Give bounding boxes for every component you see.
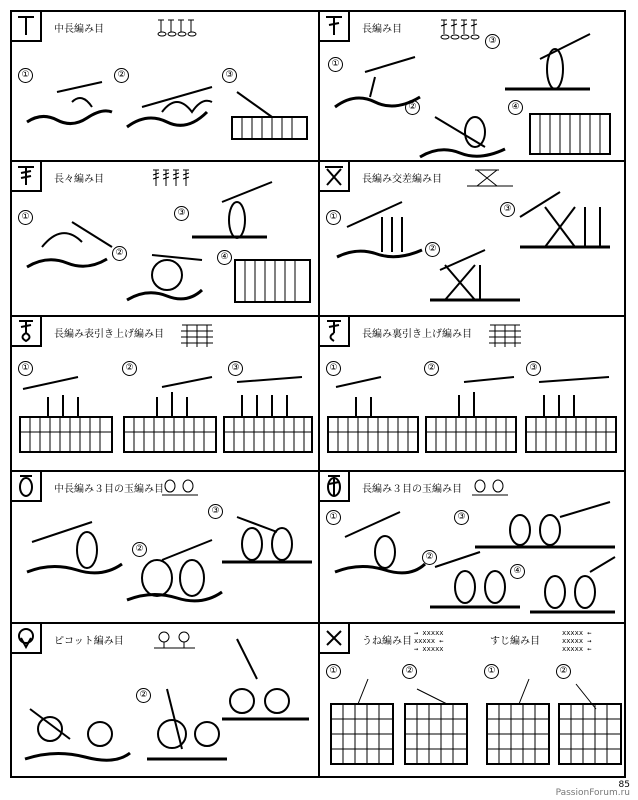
chart-symbol-icon (560, 627, 618, 655)
chart-symbol-icon (147, 168, 192, 193)
illustration (330, 512, 425, 577)
illustration (230, 250, 315, 308)
illustration (187, 182, 277, 242)
illustration (525, 104, 620, 159)
illustration (22, 217, 112, 272)
stitch-symbol-icon (12, 12, 42, 42)
step-number: ① (326, 510, 341, 525)
illustration (222, 377, 317, 457)
step-number: ① (484, 664, 499, 679)
illustration (515, 192, 615, 252)
section-title: 長編み目 (362, 24, 402, 35)
chart-symbol-icon (412, 627, 470, 655)
section-title: 長々編み目 (54, 174, 104, 185)
illustration (122, 377, 220, 457)
stitch-symbol-icon (12, 472, 42, 502)
illustration (424, 377, 520, 457)
step-number: ③ (526, 361, 541, 376)
step-number: ③ (500, 202, 515, 217)
illustration (425, 250, 525, 308)
chart-symbol-icon (465, 168, 515, 190)
illustration (122, 540, 222, 605)
step-number: ② (132, 542, 147, 557)
svg-text:xxxxx ←: xxxxx ← (414, 637, 444, 645)
stitch-symbol-icon (12, 624, 42, 654)
section-title: 長編み交差編み目 (362, 174, 442, 185)
section-ridge-stitch (320, 624, 626, 774)
illustration (484, 679, 554, 769)
chart-symbol-icon (160, 478, 200, 498)
step-number: ④ (510, 564, 525, 579)
chart-symbol-icon (470, 478, 510, 498)
section-back-post-double-crochet (320, 317, 626, 467)
section-title: うね編み目 (362, 636, 412, 647)
watermark: PassionForum.ru (555, 788, 630, 798)
chart-symbol-icon (435, 18, 485, 40)
svg-text:→ xxxxx: → xxxxx (414, 645, 444, 653)
illustration (330, 57, 420, 112)
illustration (122, 250, 207, 305)
section-crossed-double-crochet (320, 162, 626, 312)
step-number: ② (425, 242, 440, 257)
step-number: ③ (222, 68, 237, 83)
illustration (332, 202, 427, 262)
step-number: ② (556, 664, 571, 679)
step-number: ② (424, 361, 439, 376)
step-number: ② (402, 664, 417, 679)
step-number: ① (328, 57, 343, 72)
step-number: ③ (208, 504, 223, 519)
illustration (500, 34, 595, 94)
chart-symbol-icon (485, 323, 525, 351)
section-title: 長編み裏引き上げ編み目 (362, 329, 472, 340)
illustration (227, 87, 312, 147)
stitch-symbol-icon (320, 317, 350, 347)
illustration (415, 107, 505, 162)
illustration (20, 679, 130, 769)
section-title: 長編み表引き上げ編み目 (54, 329, 164, 340)
svg-text:xxxxx →: xxxxx → (562, 637, 592, 645)
section-title: すじ編み目 (490, 636, 540, 647)
stitch-symbol-icon (320, 624, 350, 654)
illustration (525, 557, 620, 617)
step-number: ① (18, 361, 33, 376)
section-treble-crochet (12, 162, 318, 312)
chart-symbol-icon (177, 323, 217, 351)
stitch-symbol-icon (12, 162, 42, 192)
svg-text:xxxxx ←: xxxxx ← (562, 629, 592, 637)
section-picot (12, 624, 318, 774)
illustration (470, 502, 620, 552)
illustration (22, 82, 112, 132)
step-number: ② (422, 550, 437, 565)
stitch-symbol-icon (320, 12, 350, 42)
step-number: ② (405, 100, 420, 115)
section-bobble-stitch (320, 472, 626, 622)
section-title: ピコット編み目 (54, 636, 124, 647)
step-number: ② (122, 361, 137, 376)
step-number: ③ (485, 34, 500, 49)
section-double-crochet (320, 12, 626, 162)
illustration (22, 512, 122, 582)
stitch-symbol-icon (320, 162, 350, 192)
section-puff-stitch (12, 472, 318, 622)
step-number: ② (114, 68, 129, 83)
section-title: 中長編み３目の玉編み目 (54, 484, 164, 495)
step-number: ① (326, 210, 341, 225)
illustration (326, 377, 422, 457)
illustration (425, 552, 520, 612)
illustration (217, 512, 312, 567)
page-number: 85 (618, 780, 630, 790)
step-number: ② (112, 246, 127, 261)
illustration (217, 639, 312, 729)
step-number: ④ (217, 250, 232, 265)
chart-symbol-icon (152, 630, 197, 652)
section-title: 中長編み目 (54, 24, 104, 35)
illustration (524, 377, 620, 457)
svg-text:xxxxx ←: xxxxx ← (562, 645, 592, 653)
illustration (328, 679, 398, 769)
illustration (18, 377, 116, 457)
step-number: ① (18, 68, 33, 83)
chart-symbol-icon (152, 18, 200, 38)
section-front-post-double-crochet (12, 317, 318, 467)
illustration (122, 82, 217, 137)
section-title: 長編み３目の玉編み目 (362, 484, 462, 495)
section-half-double-crochet (12, 12, 318, 162)
step-number: ③ (454, 510, 469, 525)
step-number: ② (136, 688, 151, 703)
step-number: ① (18, 210, 33, 225)
stitch-symbol-icon (320, 472, 350, 502)
step-number: ① (326, 361, 341, 376)
step-number: ④ (508, 100, 523, 115)
stitch-symbol-icon (12, 317, 42, 347)
illustration (402, 679, 472, 769)
illustration (556, 679, 626, 769)
step-number: ① (326, 664, 341, 679)
step-number: ③ (174, 206, 189, 221)
svg-text:→ xxxxx: → xxxxx (414, 629, 444, 637)
step-number: ③ (228, 361, 243, 376)
